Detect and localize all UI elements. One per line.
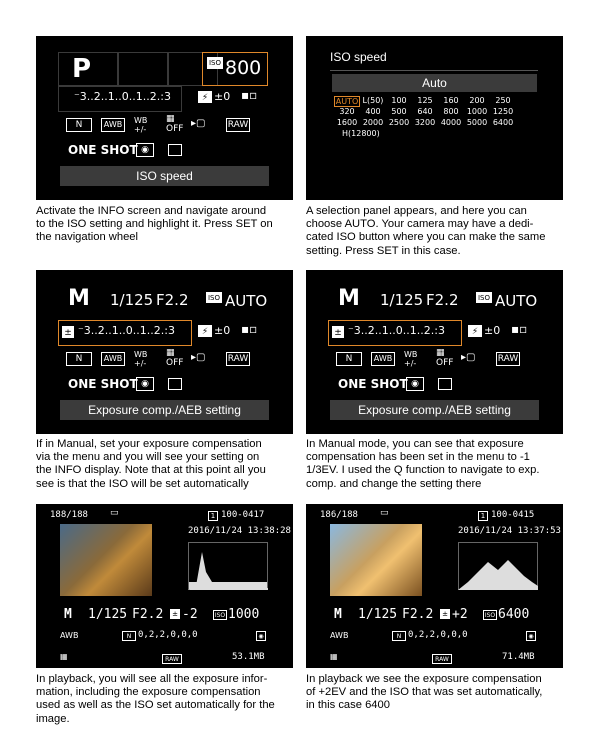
metering-mode-icon: ◉ [136,377,154,391]
caption-4: In Manual mode, you can see that exposure compensation has been set in the menu to -1 1/3EV. I used the Q function to navigate to exp. comp. and change the setting there [306,438,540,490]
wb-shift-icon: WB +/- [134,116,148,134]
alo-icon: ▦ OFF [436,348,454,368]
info-screen-iso [36,36,293,200]
mode-indicator: M [68,286,90,311]
iso-option[interactable]: 800 [443,107,459,116]
playback-screen-2 [306,504,563,668]
iso-option[interactable]: 1000 [466,107,488,116]
mode-indicator: M [338,286,360,311]
footer-label: Exposure comp./AEB setting [330,400,539,420]
flash-comp-value: ±0 [484,324,501,337]
iso-title: ISO speed [330,50,387,64]
info-screen-manual-2 [306,270,563,434]
card-icon: 1 [208,511,218,521]
picture-style-icon: N [336,352,362,366]
aperture: F2.2 [402,607,434,622]
picture-style-icon: N [66,352,92,366]
battery-icon: ▭ [110,508,119,518]
wb-shift-icon: WB +/- [134,350,148,368]
drive-icon: ▸▢ [191,352,206,363]
wb-icon: AWB [371,352,395,366]
battery-icon: ▭ [380,508,389,518]
quality-raw: RAW [227,120,249,130]
iso-option[interactable]: 400 [365,107,381,116]
iso-option[interactable]: 4000 [440,118,462,127]
iso-option[interactable]: 125 [417,96,433,105]
flash-comp-icon: ⚡ [468,325,482,337]
caption-3: If in Manual, set your exposure compensation via the menu and you will see your setting on the INFO display. Note that at this point all you see is that the ISO will be set automatically [36,438,266,490]
metering-icon: ▪▫ [241,88,258,102]
capture-datetime: 2016/11/24 13:38:28 [188,526,291,536]
mode-indicator: P [72,54,92,84]
quality-raw: RAW [497,354,519,364]
af-mode: ONE SHOT [68,143,138,157]
wb-icon: AWB [60,631,79,640]
iso-option[interactable]: 2000 [362,118,384,127]
image-counter: 186/188 [320,510,358,520]
iso-option[interactable]: 320 [339,107,355,116]
alo-icon: ▦ OFF [166,114,184,134]
shutter-speed: 1/125 [358,607,398,622]
drive-icon: ▸▢ [191,118,206,129]
exposure-comp-icon: ± [62,326,74,338]
flash-comp-icon: ⚡ [198,325,212,337]
aperture: F2.2 [132,607,164,622]
exposure-scale: ⁻3..2..1..0..1..2.:3 [348,324,445,337]
caption-5: In playback, you will see all the exposure infor- mation, including the exposure compensation used as well as the ISO set automatically for the image. [36,673,275,725]
iso-value: 1000 [228,607,260,622]
exposure-comp-icon: ± [440,609,450,619]
photo-thumbnail [60,524,152,596]
file-number: 100-0417 [221,510,265,520]
frame-icon [168,378,182,390]
frame-icon [168,144,182,156]
wb-icon: AWB [101,352,125,366]
alo-icon: ▦ [60,652,68,661]
picture-style-icon: N [66,118,92,132]
quality-raw: RAW [432,654,452,664]
iso-label-icon: ISO [207,294,221,302]
iso-option[interactable]: 2500 [388,118,410,127]
iso-option[interactable]: 100 [391,96,407,105]
drive-icon: ▸▢ [461,352,476,363]
exposure-comp-value: -2 [182,607,198,622]
exposure-comp-icon: ± [332,326,344,338]
footer-label: ISO speed [60,166,269,186]
capture-datetime: 2016/11/24 13:37:53 [458,526,561,536]
playback-screen-1 [36,504,293,668]
iso-option[interactable]: 3200 [414,118,436,127]
metering-icon: ▪▫ [511,322,528,336]
picture-style-icon: N [392,631,406,641]
iso-option[interactable]: 200 [469,96,485,105]
iso-option[interactable]: 6400 [492,118,514,127]
quality-raw: RAW [162,654,182,664]
shutter-speed: 1/125 [88,607,128,622]
picture-style-values: 0,2,2,0,0,0 [408,630,468,640]
caption-2: A selection panel appears, and here you can choose AUTO. Your camera may have a dedi- cated ISO button where you can make the same setting. Press SET in this case. [306,205,546,257]
metering-icon: ▪▫ [241,322,258,336]
iso-options-grid [332,96,538,146]
exposure-comp-value: +2 [452,607,468,622]
file-size: 53.1MB [232,652,265,662]
flash-comp-value: ±0 [214,90,231,103]
iso-option[interactable]: H(12800) [342,129,380,138]
af-mode: ONE SHOT [68,377,138,391]
wb-shift-icon: WB +/- [404,350,418,368]
iso-value: AUTO [495,292,538,310]
metering-mode-icon: ◉ [406,377,424,391]
card-icon: 1 [478,511,488,521]
alo-icon: ▦ [330,652,338,661]
iso-option[interactable]: 500 [391,107,407,116]
wb-icon: AWB [101,118,125,132]
info-screen-manual-1 [36,270,293,434]
iso-option[interactable]: 160 [443,96,459,105]
iso-label-icon: ISO [484,612,496,619]
iso-label-icon: ISO [214,612,226,619]
aperture: F2.2 [156,291,189,309]
iso-option[interactable]: L(50) [362,96,384,105]
exposure-comp-icon: ± [170,609,180,619]
metering-mode-icon: ◉ [136,143,154,157]
histogram-curve [188,542,268,590]
flash-comp-icon: ⚡ [198,91,212,103]
file-number: 100-0415 [491,510,535,520]
caption-6: In playback we see the exposure compensation of +2EV and the ISO that was set automatically, in this case 6400 [306,673,543,712]
caption-1: Activate the INFO screen and navigate around to the ISO setting and highlight it. Press SET on the navigation wheel [36,205,273,244]
iso-value: 6400 [498,607,530,622]
iso-option[interactable]: 250 [495,96,511,105]
iso-label-icon: ISO [477,294,491,302]
picture-style-values: 0,2,2,0,0,0 [138,630,198,640]
mode-indicator: M [64,607,72,622]
exposure-scale: ⁻3..2..1..0..1..2.:3 [74,90,171,103]
aperture: F2.2 [426,291,459,309]
af-mode: ONE SHOT [338,377,408,391]
wb-icon: AWB [330,631,349,640]
iso-value: AUTO [225,292,268,310]
quality-raw: RAW [227,354,249,364]
picture-style-icon: N [122,631,136,641]
alo-icon: ▦ OFF [166,348,184,368]
shutter-speed: 1/125 [110,291,154,309]
histogram-curve [458,542,538,590]
iso-selected-value: Auto [332,74,537,92]
metering-icon: ◉ [256,631,266,641]
footer-label: Exposure comp./AEB setting [60,400,269,420]
file-size: 71.4MB [502,652,535,662]
shutter-speed: 1/125 [380,291,424,309]
exposure-scale: ⁻3..2..1..0..1..2.:3 [78,324,175,337]
iso-label-icon: ISO [208,59,222,67]
photo-thumbnail [330,524,422,596]
iso-selection-panel [306,36,563,200]
iso-option[interactable]: 5000 [466,118,488,127]
iso-option[interactable]: 1600 [336,118,358,127]
image-counter: 188/188 [50,510,88,520]
iso-option[interactable]: 640 [417,107,433,116]
frame-icon [438,378,452,390]
iso-option[interactable]: AUTO [335,97,359,106]
iso-option[interactable]: 1250 [492,107,514,116]
flash-comp-value: ±0 [214,324,231,337]
mode-indicator: M [334,607,342,622]
metering-icon: ◉ [526,631,536,641]
iso-value: 800 [225,57,262,79]
